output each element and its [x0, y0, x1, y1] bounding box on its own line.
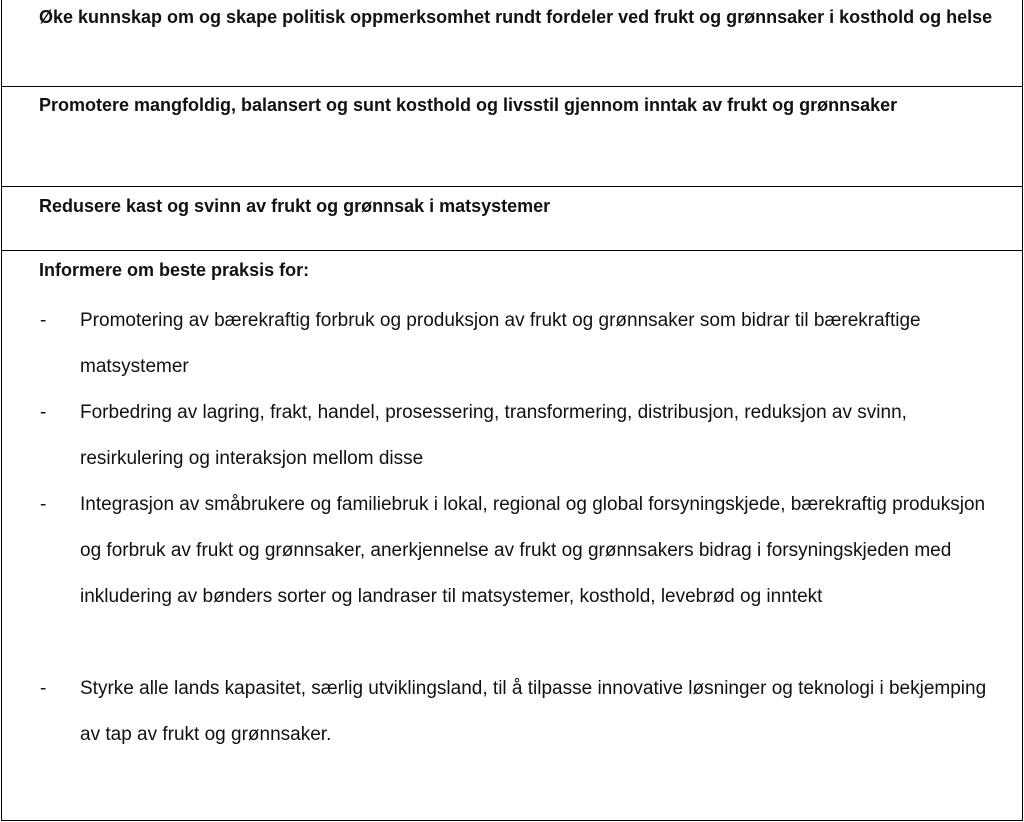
list-item-text: Styrke alle lands kapasitet, særlig utviklingsland, til å tilpasse innovative løsninger og teknologi i bekjemping av tap av frukt og grønnsaker. [80, 678, 987, 745]
goals-table [1, 0, 1023, 821]
table-row-best-practice [2, 251, 1022, 820]
table-row-knowledge [2, 0, 1022, 87]
list-item-text: Integrasjon av småbrukere og familiebruk i lokal, regional og global forsyningskjede, bærekraftig produksjon og forbruk av frukt og grønnsaker, anerkjennelse av frukt og grønnsakers bidrag i forsyningskjeden med inkludering av bønders sorter og landraser til matsystemer, kosthold, levebrød og inntekt [80, 494, 986, 607]
row-heading: Øke kunnskap om og skape politisk oppmerksomhet rundt fordeler ved frukt og grønnsaker i kosthold og helse [39, 7, 993, 27]
row-heading: Informere om beste praksis for: [39, 260, 310, 280]
bullet-marker: - [40, 402, 47, 423]
bullet-marker: - [40, 678, 47, 699]
bullet-marker: - [40, 494, 47, 515]
row-heading: Promotere mangfoldig, balansert og sunt kosthold og livsstil gjennom inntak av frukt og grønnsaker [39, 95, 898, 115]
table-row-diet [2, 87, 1022, 187]
table-row-waste [2, 187, 1022, 251]
row-heading: Redusere kast og svinn av frukt og grønnsak i matsystemer [39, 196, 551, 216]
bullet-marker: - [40, 310, 47, 331]
list-item-text: Forbedring av lagring, frakt, handel, prosessering, transformering, distribusjon, reduksjon av svinn, resirkulering og interaksjon mellom disse [80, 402, 907, 469]
list-item-text: Promotering av bærekraftig forbruk og produksjon av frukt og grønnsaker som bidrar til bærekraftige matsystemer [80, 310, 921, 377]
